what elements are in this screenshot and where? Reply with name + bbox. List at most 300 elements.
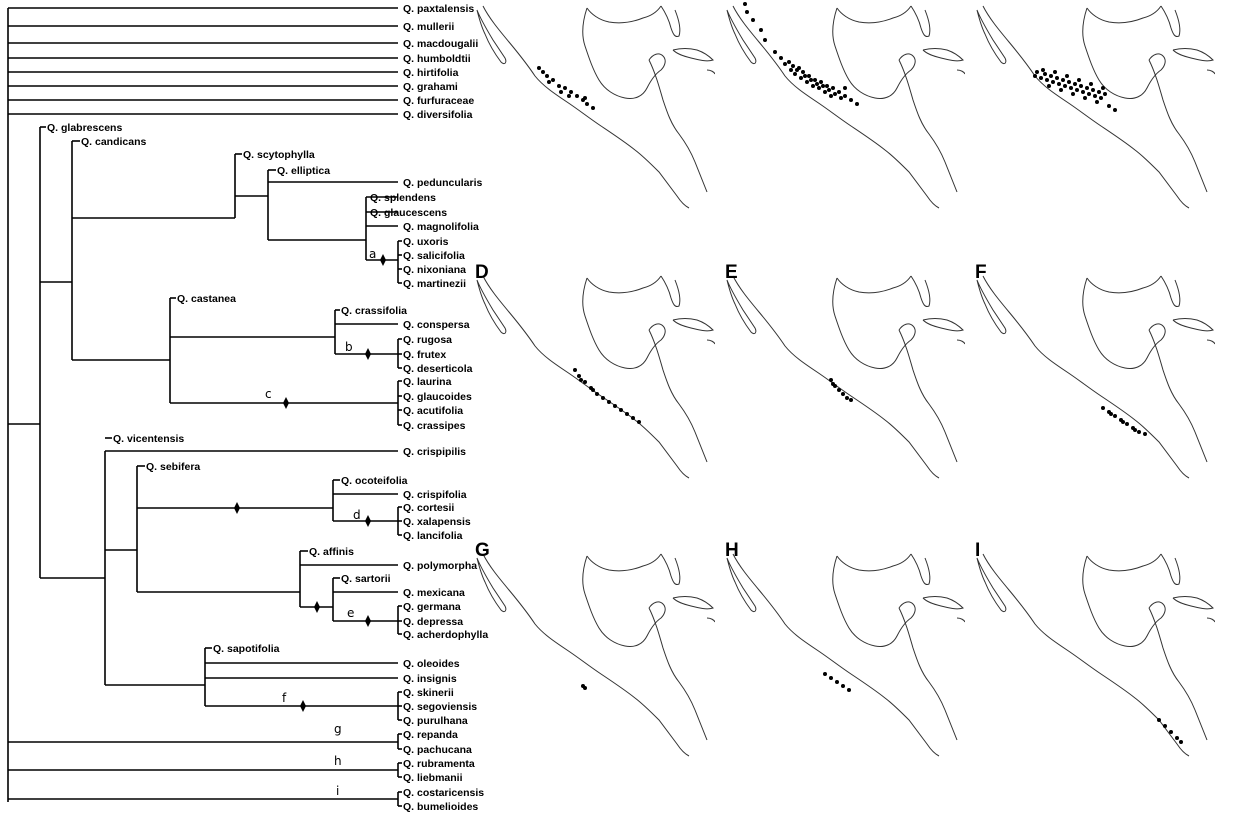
occurrence-dots — [1101, 406, 1147, 436]
map-svg — [975, 548, 1215, 816]
occurrence-dot — [1035, 70, 1039, 74]
panel-letter: I — [975, 540, 981, 561]
occurrence-dot — [637, 420, 641, 424]
occurrence-dot — [1113, 108, 1117, 112]
occurrence-dot — [1085, 86, 1089, 90]
coastline — [833, 8, 915, 99]
coastline — [707, 618, 715, 622]
occurrence-dot — [1079, 84, 1083, 88]
tip-label: Q. acherdophylla — [403, 629, 489, 641]
tip-label: Q. lancifolia — [403, 530, 463, 542]
coastline — [911, 276, 930, 307]
occurrence-dot — [1097, 90, 1101, 94]
coastline — [833, 278, 915, 369]
node-label: Q. crassifolia — [341, 305, 407, 317]
tip-label: Q. glaucoides — [403, 391, 472, 403]
tip-label: Q. germana — [403, 601, 461, 613]
occurrence-dot — [1175, 736, 1179, 740]
coastline — [1207, 70, 1215, 74]
occurrence-dot — [1065, 74, 1069, 78]
occurrence-dot — [545, 74, 549, 78]
map-svg — [475, 270, 715, 538]
distribution-map-panel-h — [725, 540, 965, 816]
clade-label: c — [265, 387, 272, 401]
occurrence-dot — [1081, 90, 1085, 94]
occurrence-dot — [1033, 74, 1037, 78]
occurrence-dot — [829, 676, 833, 680]
occurrence-dot — [1103, 92, 1107, 96]
occurrence-dot — [1101, 406, 1105, 410]
diamond-marker — [283, 397, 289, 409]
occurrence-dot — [1109, 412, 1113, 416]
coastline — [661, 6, 680, 37]
map-svg — [725, 548, 965, 816]
coastline — [477, 10, 506, 64]
coastline — [673, 49, 713, 61]
occurrence-dot — [789, 68, 793, 72]
coastline — [733, 276, 939, 478]
node-label: Q. scytophylla — [243, 149, 315, 161]
coastline — [983, 276, 1189, 478]
coastline — [483, 554, 689, 756]
occurrence-dot — [573, 368, 577, 372]
coastline — [483, 6, 689, 208]
occurrence-dot — [1039, 76, 1043, 80]
tip-label: Q. depressa — [403, 616, 464, 628]
coastline — [673, 319, 713, 331]
occurrence-dot — [1099, 96, 1103, 100]
coastline — [727, 558, 756, 612]
tip-label: Q. insignis — [403, 673, 457, 685]
node-label: Q. castanea — [177, 293, 236, 305]
occurrence-dot — [591, 106, 595, 110]
coastline — [583, 556, 665, 647]
occurrence-dot — [841, 392, 845, 396]
occurrence-dot — [607, 400, 611, 404]
occurrence-dot — [839, 96, 843, 100]
distribution-map-panel-g — [475, 540, 715, 816]
occurrence-dot — [829, 94, 833, 98]
tip-label: Q. salicifolia — [403, 250, 465, 262]
tip-label: Q. peduncularis — [403, 177, 483, 189]
occurrence-dot — [1067, 80, 1071, 84]
occurrence-dot — [1077, 78, 1081, 82]
tip-label: Q. diversifolia — [403, 109, 473, 121]
coastline — [1173, 319, 1213, 331]
occurrence-dot — [831, 86, 835, 90]
clade-label: b — [345, 340, 353, 354]
tip-label: Q. macdougalii — [403, 38, 479, 50]
occurrence-dot — [1047, 84, 1051, 88]
coastline — [837, 6, 911, 23]
occurrence-dot — [631, 416, 635, 420]
coastline — [1149, 60, 1207, 192]
occurrence-dot — [819, 80, 823, 84]
diamond-marker — [365, 515, 371, 527]
coastline — [733, 554, 939, 756]
occurrence-dot — [1051, 80, 1055, 84]
occurrence-dot — [1093, 94, 1097, 98]
occurrence-dot — [1179, 740, 1183, 744]
coastline — [983, 554, 1189, 756]
coastline — [1083, 8, 1165, 99]
occurrence-dot — [583, 96, 587, 100]
occurrence-dot — [557, 84, 561, 88]
occurrence-dot — [1069, 86, 1073, 90]
node-label: Q. glabrescens — [47, 122, 123, 134]
tip-label: Q. xalapensis — [403, 516, 471, 528]
clade-label: g — [334, 722, 342, 736]
coastline — [983, 6, 1189, 208]
occurrence-dot — [1045, 78, 1049, 82]
map-svg — [975, 270, 1215, 538]
coastline — [899, 60, 957, 192]
occurrence-dot — [743, 2, 747, 6]
tip-label: Q. conspersa — [403, 319, 470, 331]
coastline — [1161, 554, 1180, 585]
occurrence-dot — [547, 80, 551, 84]
tip-label: Q. mullerii — [403, 21, 455, 33]
occurrence-dot — [841, 684, 845, 688]
coastline — [923, 319, 963, 331]
distribution-map-panel-e — [725, 262, 965, 538]
tip-label: Q. oleoides — [403, 658, 460, 670]
occurrence-dot — [805, 80, 809, 84]
panel-letter: E — [725, 262, 738, 283]
node-label: Q. vicentensis — [113, 433, 185, 445]
coastline — [583, 8, 665, 99]
occurrence-dot — [779, 56, 783, 60]
occurrence-dot — [595, 392, 599, 396]
occurrence-dot — [759, 28, 763, 32]
occurrence-dot — [1091, 88, 1095, 92]
coastline — [661, 276, 680, 307]
coastline — [1207, 340, 1215, 344]
node-label: Q. affinis — [309, 546, 354, 558]
diamond-marker — [234, 502, 240, 514]
occurrence-dot — [585, 102, 589, 106]
occurrence-dot — [591, 388, 595, 392]
map-svg — [725, 270, 965, 538]
panel-letter: H — [725, 540, 739, 561]
occurrence-dots — [1033, 68, 1117, 112]
occurrence-dot — [1057, 82, 1061, 86]
coastline — [477, 558, 506, 612]
map-svg — [475, 0, 715, 268]
coastline — [1161, 6, 1180, 37]
occurrence-dot — [1061, 78, 1065, 82]
occurrence-dot — [601, 396, 605, 400]
occurrence-dot — [563, 86, 567, 90]
map-svg — [475, 548, 715, 816]
occurrence-dot — [619, 408, 623, 412]
tip-label: Q. paxtalensis — [403, 3, 475, 15]
coastline — [837, 276, 911, 293]
occurrence-dot — [821, 84, 825, 88]
coastline — [583, 278, 665, 369]
occurrence-dot — [1101, 86, 1105, 90]
occurrence-dot — [809, 78, 813, 82]
occurrence-dot — [833, 92, 837, 96]
tip-label: Q. polymorpha — [403, 560, 478, 572]
occurrence-dot — [577, 374, 581, 378]
clade-label: e — [347, 606, 355, 620]
occurrence-dot — [837, 388, 841, 392]
distribution-map-panel — [975, 0, 1215, 268]
occurrence-dot — [845, 396, 849, 400]
occurrence-dot — [773, 50, 777, 54]
tip-label: Q. mexicana — [403, 587, 465, 599]
occurrence-dot — [829, 378, 833, 382]
clade-label: a — [369, 247, 377, 261]
tip-label: Q. grahami — [403, 81, 458, 93]
tip-label: Q. furfuraceae — [403, 95, 475, 107]
occurrence-dot — [1113, 414, 1117, 418]
occurrence-dot — [1089, 82, 1093, 86]
tip-label: Q. uxoris — [403, 236, 449, 248]
occurrence-dot — [1157, 718, 1161, 722]
coastline — [977, 280, 1006, 334]
occurrence-dot — [537, 66, 541, 70]
coastline — [1083, 556, 1165, 647]
distribution-map-panel — [475, 0, 715, 268]
tip-label: Q. rugosa — [403, 334, 453, 346]
occurrence-dot — [1107, 104, 1111, 108]
occurrence-dot — [551, 78, 555, 82]
occurrence-dot — [791, 64, 795, 68]
coastline — [957, 70, 965, 74]
node-label: Q. candicans — [81, 136, 147, 148]
coastline — [707, 70, 715, 74]
tip-label: Q. magnolifolia — [403, 221, 479, 233]
occurrence-dot — [835, 680, 839, 684]
occurrence-dot — [1087, 92, 1091, 96]
tip-label: Q. humboldtii — [403, 53, 471, 65]
node-label: Q. elliptica — [277, 165, 331, 177]
coastline — [1087, 6, 1161, 23]
tip-label: Q. rubramenta — [403, 758, 475, 770]
tip-label: Q. liebmanii — [403, 772, 463, 784]
occurrence-dot — [825, 84, 829, 88]
coastline — [833, 556, 915, 647]
tip-label: Q. skinerii — [403, 687, 454, 699]
occurrence-dot — [1133, 428, 1137, 432]
tip-label: Q. crassipes — [403, 420, 466, 432]
occurrence-dot — [1163, 724, 1167, 728]
occurrence-dot — [1083, 96, 1087, 100]
coastline — [923, 597, 963, 609]
tip-label: Q. costaricensis — [403, 787, 485, 799]
coastline — [1083, 278, 1165, 369]
coastline — [957, 618, 965, 622]
diamond-marker — [365, 615, 371, 627]
occurrence-dot — [1063, 84, 1067, 88]
occurrence-dots — [581, 684, 587, 690]
occurrence-dot — [583, 380, 587, 384]
occurrence-dots — [537, 66, 595, 110]
occurrence-dot — [583, 686, 587, 690]
diamond-marker — [365, 348, 371, 360]
coastline — [661, 554, 680, 585]
occurrence-dot — [799, 76, 803, 80]
coastline — [733, 6, 939, 208]
coastline — [673, 597, 713, 609]
occurrence-dot — [569, 90, 573, 94]
tip-label: Q. crispipilis — [403, 446, 467, 458]
coastline — [911, 6, 930, 37]
tip-label: Q. crispifolia — [403, 489, 467, 501]
occurrence-dot — [1059, 88, 1063, 92]
occurrence-dot — [541, 70, 545, 74]
tip-label: Q. purulhana — [403, 715, 468, 727]
clade-labels — [265, 247, 376, 798]
occurrence-dot — [803, 74, 807, 78]
occurrence-dot — [613, 404, 617, 408]
occurrence-dot — [1071, 92, 1075, 96]
diamond-marker — [314, 601, 320, 613]
occurrence-dot — [1095, 100, 1099, 104]
coastline — [899, 608, 957, 740]
coastline — [957, 340, 965, 344]
coastline — [587, 6, 661, 23]
coastline — [911, 554, 930, 585]
distribution-map-panel-d — [475, 262, 715, 538]
coastline — [477, 280, 506, 334]
occurrence-dot — [831, 382, 835, 386]
coastline — [1149, 330, 1207, 462]
coastline — [649, 60, 707, 192]
map-svg — [975, 0, 1215, 268]
occurrence-dot — [559, 90, 563, 94]
tip-label: Q. laurina — [403, 376, 452, 388]
tip-label: Q. frutex — [403, 349, 447, 361]
occurrence-dot — [793, 72, 797, 76]
occurrence-dot — [843, 94, 847, 98]
node-label: Q. sebifera — [146, 461, 201, 473]
top-tip-labels — [403, 3, 478, 121]
panel-letter: D — [475, 262, 489, 283]
tip-label: Q. nixoniana — [403, 264, 467, 276]
tip-label: Q. bumelioides — [403, 801, 479, 813]
coastline — [977, 10, 1006, 64]
occurrence-dot — [807, 74, 811, 78]
occurrence-dot — [837, 90, 841, 94]
occurrence-dot — [847, 688, 851, 692]
occurrence-dot — [579, 378, 583, 382]
coastline — [923, 49, 963, 61]
panel-letter: G — [475, 540, 490, 561]
coastline — [587, 276, 661, 293]
occurrence-dot — [1055, 76, 1059, 80]
occurrence-dot — [849, 398, 853, 402]
coastline — [1087, 554, 1161, 571]
node-labels — [47, 122, 408, 655]
occurrence-dot — [1075, 88, 1079, 92]
node-label: Q. sartorii — [341, 573, 391, 585]
occurrence-dots — [823, 672, 851, 692]
tip-label: Q. pachucana — [403, 744, 472, 756]
occurrence-dots — [573, 368, 641, 424]
tip-label: Q. cortesii — [403, 502, 455, 514]
coastline — [587, 554, 661, 571]
occurrence-dot — [1041, 68, 1045, 72]
occurrence-dot — [1049, 74, 1053, 78]
coastline — [1161, 276, 1180, 307]
panel-letter: F — [975, 262, 987, 283]
distribution-map-panel-f — [975, 262, 1215, 538]
coastline — [707, 340, 715, 344]
coastline — [1173, 49, 1213, 61]
occurrence-dot — [625, 412, 629, 416]
tip-label: Q. repanda — [403, 729, 458, 741]
clade-label: f — [282, 691, 287, 705]
occurrence-dot — [783, 62, 787, 66]
occurrence-dot — [843, 86, 847, 90]
diamond-marker — [380, 254, 386, 266]
tip-label: Q. splendens — [370, 192, 436, 204]
clade-label: i — [336, 784, 340, 798]
coastline — [649, 608, 707, 740]
node-label: Q. sapotifolia — [213, 643, 280, 655]
coastline — [727, 280, 756, 334]
coastline — [1173, 597, 1213, 609]
occurrence-dot — [745, 10, 749, 14]
occurrence-dot — [1169, 730, 1173, 734]
occurrence-dot — [1143, 432, 1147, 436]
occurrence-dot — [849, 98, 853, 102]
tip-label: Q. martinezii — [403, 278, 467, 290]
occurrence-dot — [1121, 420, 1125, 424]
tip-label: Q. hirtifolia — [403, 67, 459, 79]
occurrence-dot — [575, 94, 579, 98]
occurrence-dot — [823, 90, 827, 94]
coastline — [649, 330, 707, 462]
tip-labels — [370, 177, 488, 813]
coastline — [837, 554, 911, 571]
occurrence-dot — [763, 38, 767, 42]
node-label: Q. ocoteifolia — [341, 475, 408, 487]
coastline — [1087, 276, 1161, 293]
occurrence-dot — [823, 672, 827, 676]
occurrence-dot — [813, 78, 817, 82]
diamond-marker — [300, 700, 306, 712]
coastline — [1207, 618, 1215, 622]
occurrence-dot — [817, 86, 821, 90]
tip-label: Q. glaucescens — [370, 207, 448, 219]
tip-label: Q. deserticola — [403, 363, 473, 375]
occurrence-dot — [751, 18, 755, 22]
tip-label: Q. acutifolia — [403, 405, 464, 417]
occurrence-dot — [567, 94, 571, 98]
coastline — [727, 10, 756, 64]
coastline — [899, 330, 957, 462]
occurrence-dot — [811, 84, 815, 88]
occurrence-dot — [815, 82, 819, 86]
occurrence-dot — [797, 66, 801, 70]
clade-label: h — [334, 754, 342, 768]
phylogenetic-tree — [0, 0, 490, 822]
distribution-map-panel-i — [975, 540, 1215, 816]
coastline — [483, 276, 689, 478]
occurrence-dot — [1043, 72, 1047, 76]
tip-label: Q. segoviensis — [403, 701, 478, 713]
occurrence-dot — [787, 60, 791, 64]
occurrence-dot — [1137, 430, 1141, 434]
occurrence-dot — [801, 70, 805, 74]
clade-label: d — [353, 508, 361, 522]
distribution-map-panel — [725, 0, 965, 268]
occurrence-dot — [1073, 82, 1077, 86]
